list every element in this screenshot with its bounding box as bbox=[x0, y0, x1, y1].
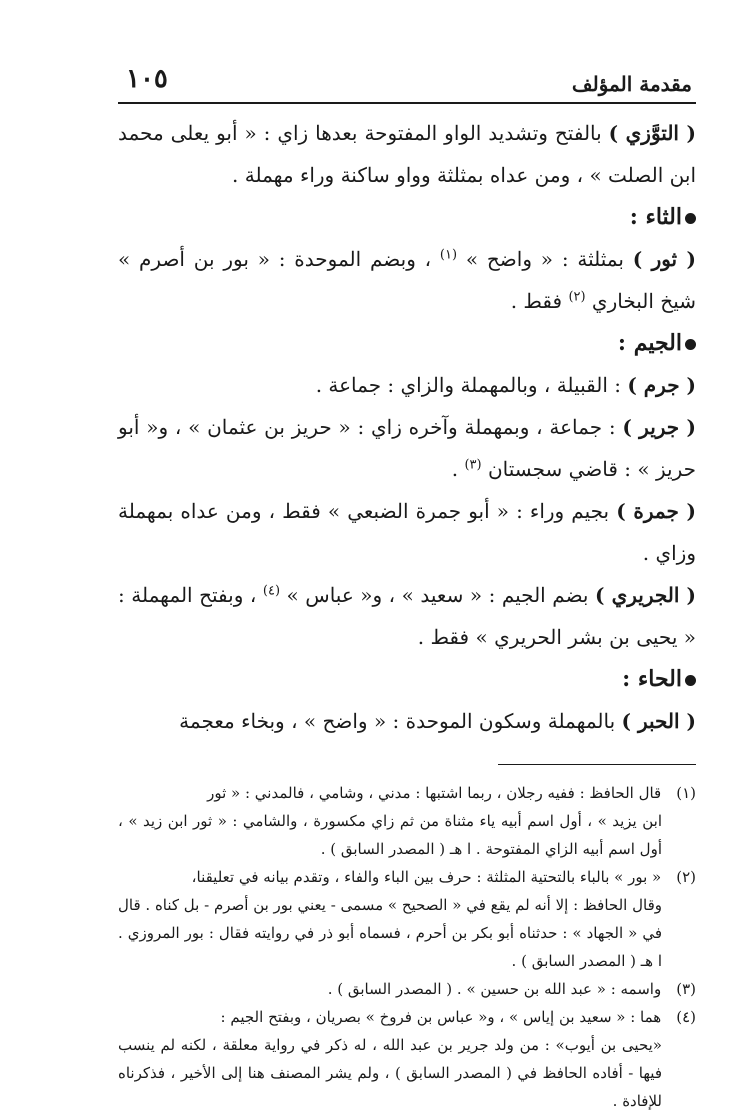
footnote-ref[interactable]: (١) bbox=[439, 247, 458, 263]
page-number: ١٠٥ bbox=[126, 64, 168, 94]
footnote-divider bbox=[498, 764, 696, 765]
section-heading-ha bbox=[118, 658, 696, 700]
section-heading-text: الحاء : bbox=[622, 666, 682, 692]
entry-text: بالمهملة وسكون الموحدة : « واضح » ، وبخاء معجمة bbox=[179, 709, 622, 733]
bullet-icon bbox=[685, 213, 696, 224]
footnote-number: (٢) bbox=[676, 868, 696, 886]
page-header bbox=[118, 58, 696, 104]
section-heading-text: الثاء : bbox=[629, 204, 682, 230]
entry-text: بمثلثة : « واضح » bbox=[457, 247, 633, 271]
entry-text: . bbox=[451, 457, 465, 481]
entry-term: ( جرم ) bbox=[627, 373, 696, 397]
footnote-3 bbox=[118, 975, 696, 1003]
section-heading-jim bbox=[118, 322, 696, 364]
entry-text: بجيم وراء : « أبو جمرة الضبعي » فقط ، ومن عداه بمهملة وزاي . bbox=[118, 499, 696, 565]
chapter-title: مقدمة المؤلف bbox=[571, 72, 692, 96]
entry-text: : جماعة ، وبمهملة وآخره زاي : « حريز بن عثمان » ، و« أبو حريز » : قاضي سجستان bbox=[118, 415, 696, 481]
entry-tawwazi bbox=[118, 112, 696, 196]
entry-jariri bbox=[118, 574, 696, 658]
entry-text: ، وبفتح المهملة : « يحيى بن بشر الحريري » فقط . bbox=[118, 583, 696, 649]
bullet-icon bbox=[685, 675, 696, 686]
section-heading-text: الجيم : bbox=[617, 330, 682, 356]
footnote-ref[interactable]: (٣) bbox=[464, 457, 482, 473]
footnote-2 bbox=[118, 863, 696, 975]
footnote-text: قال الحافظ : ففيه رجلان ، ربما اشتبها : مدني ، وشامي ، فالمدني : « ثور bbox=[207, 784, 662, 802]
entry-term: ( الحبر ) bbox=[621, 709, 696, 733]
footnote-4 bbox=[118, 1003, 696, 1115]
footnote-number: (٤) bbox=[676, 1008, 696, 1026]
entry-text: : القبيلة ، وبالمهملة والزاي : جماعة . bbox=[315, 373, 628, 397]
footnote-ref[interactable]: (٤) bbox=[262, 583, 281, 599]
footnotes bbox=[118, 779, 696, 1115]
entry-text: بضم الجيم : « سعيد » ، و« عباس » bbox=[280, 583, 595, 607]
entry-jarir bbox=[118, 406, 696, 490]
entry-text: بالفتح وتشديد الواو المفتوحة بعدها زاي : « أبو يعلى محمد ابن الصلت » ، ومن عداه بمثلثة وواو ساكنة وراء مهملة . bbox=[118, 121, 696, 187]
footnote-text: « بور » بالباء بالتحتية المثلثة : حرف بين الباء والفاء ، وتقدم بيانه في تعليقنا، bbox=[191, 868, 662, 886]
bullet-icon bbox=[685, 339, 696, 350]
footnote-text-cont: «يحيى بن أيوب» : من ولد جرير بن عبد الله ، له ذكر في رواية معلقة ، لكنه لم ينسب فيها - أفاده الحافظ في ( المصدر السابق ) ، ولم يشر المصنف هنا إلى الأخير ، فذكرناه للإفادة . bbox=[118, 1036, 662, 1110]
footnote-ref[interactable]: (٢) bbox=[568, 289, 586, 305]
entry-jamra bbox=[118, 490, 696, 574]
entry-term: ( التوَّزي ) bbox=[608, 121, 696, 145]
book-page bbox=[118, 58, 696, 1115]
entry-term: ( ثور ) bbox=[632, 247, 696, 271]
main-text bbox=[118, 112, 696, 742]
footnote-number: (١) bbox=[676, 784, 696, 802]
footnote-text: هما : « سعيد بن إياس » ، و« عباس بن فروخ » بصريان ، وبفتح الجيم : bbox=[220, 1008, 662, 1026]
footnote-text: واسمه : « عبد الله بن حسين » . ( المصدر السابق ) . bbox=[327, 980, 662, 998]
entry-term: ( الجريري ) bbox=[595, 583, 697, 607]
footnote-1 bbox=[118, 779, 696, 863]
entry-term: ( جرير ) bbox=[622, 415, 696, 439]
footnote-text-cont: ابن يزيد » ، أول اسم أبيه ياء مثناة من ثم زاي مكسورة ، والشامي : « ثور ابن زيد » ، أول اسم أبيه الزاي المفتوحة . ا هـ ( المصدر السابق ) . bbox=[118, 812, 662, 858]
footnote-text-cont: وقال الحافظ : إلا أنه لم يقع في « الصحيح » مسمى - يعني بور بن أصرم - بل كناه . قال في « الجهاد » : حدثناه أبو بكر بن أحرم ، فسماه أبو ذر في روايته فقال : بور المروزي . ا هـ ( المصدر السابق ) . bbox=[118, 896, 662, 970]
footnote-number: (٣) bbox=[676, 980, 696, 998]
entry-hibr bbox=[118, 700, 696, 742]
entry-jarm bbox=[118, 364, 696, 406]
section-heading-tha bbox=[118, 196, 696, 238]
entry-text: ، وبضم الموحدة : « بور بن أصرم » شيخ البخاري bbox=[118, 247, 696, 313]
entry-term: ( جمرة ) bbox=[616, 499, 697, 523]
entry-thawr bbox=[118, 238, 696, 322]
entry-text: فقط . bbox=[510, 289, 569, 313]
